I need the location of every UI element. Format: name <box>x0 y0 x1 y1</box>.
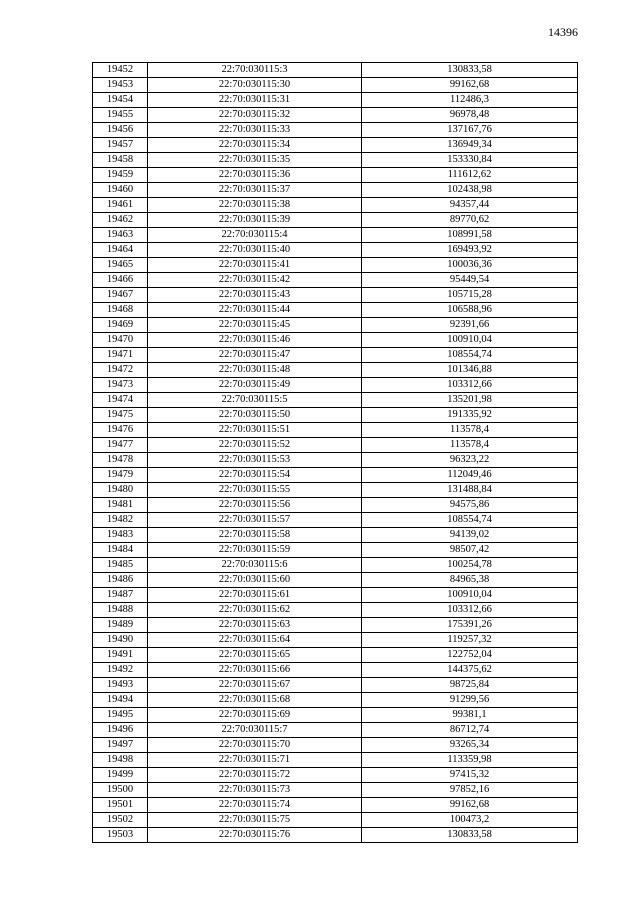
row-number-cell: 19459 <box>93 168 148 183</box>
table-row <box>93 438 578 453</box>
cadastral-number-cell: 22:70:030115:76 <box>148 828 362 843</box>
cadastral-number-cell: 22:70:030115:59 <box>148 543 362 558</box>
value-cell: 100910,04 <box>362 588 578 603</box>
cadastral-number-cell: 22:70:030115:74 <box>148 798 362 813</box>
table-row <box>93 543 578 558</box>
table-row <box>93 198 578 213</box>
table-row <box>93 723 578 738</box>
row-number-cell: 19461 <box>93 198 148 213</box>
cadastral-number-cell: 22:70:030115:53 <box>148 453 362 468</box>
cadastral-number-cell: 22:70:030115:49 <box>148 378 362 393</box>
value-cell: 91299,56 <box>362 693 578 708</box>
table-row <box>93 468 578 483</box>
cadastral-number-cell: 22:70:030115:58 <box>148 528 362 543</box>
value-cell: 130833,58 <box>362 63 578 78</box>
cadastral-number-cell: 22:70:030115:68 <box>148 693 362 708</box>
cadastral-number-cell: 22:70:030115:71 <box>148 753 362 768</box>
table-row <box>93 168 578 183</box>
row-number-cell: 19453 <box>93 78 148 93</box>
value-cell: 153330,84 <box>362 153 578 168</box>
table-row <box>93 738 578 753</box>
cadastral-number-cell: 22:70:030115:63 <box>148 618 362 633</box>
value-cell: 103312,66 <box>362 603 578 618</box>
row-number-cell: 19474 <box>93 393 148 408</box>
cadastral-number-cell: 22:70:030115:72 <box>148 768 362 783</box>
value-cell: 101346,88 <box>362 363 578 378</box>
table-row <box>93 513 578 528</box>
value-cell: 96323,22 <box>362 453 578 468</box>
value-cell: 98507,42 <box>362 543 578 558</box>
table-row <box>93 633 578 648</box>
cadastral-number-cell: 22:70:030115:3 <box>148 63 362 78</box>
cadastral-number-cell: 22:70:030115:34 <box>148 138 362 153</box>
table-row <box>93 183 578 198</box>
row-number-cell: 19480 <box>93 483 148 498</box>
value-cell: 169493,92 <box>362 243 578 258</box>
table-row <box>93 528 578 543</box>
table-row <box>93 378 578 393</box>
table-row <box>93 693 578 708</box>
table-row <box>93 393 578 408</box>
cadastral-number-cell: 22:70:030115:30 <box>148 78 362 93</box>
row-number-cell: 19502 <box>93 813 148 828</box>
cadastral-number-cell: 22:70:030115:75 <box>148 813 362 828</box>
value-cell: 89770,62 <box>362 213 578 228</box>
cadastral-number-cell: 22:70:030115:70 <box>148 738 362 753</box>
table-row <box>93 798 578 813</box>
value-cell: 113578,4 <box>362 423 578 438</box>
table-row <box>93 708 578 723</box>
row-number-cell: 19493 <box>93 678 148 693</box>
cadastral-number-cell: 22:70:030115:50 <box>148 408 362 423</box>
table-row <box>93 558 578 573</box>
value-cell: 93265,34 <box>362 738 578 753</box>
row-number-cell: 19469 <box>93 318 148 333</box>
data-table <box>92 62 578 843</box>
table-row <box>93 63 578 78</box>
cadastral-number-cell: 22:70:030115:64 <box>148 633 362 648</box>
row-number-cell: 19501 <box>93 798 148 813</box>
table-row <box>93 678 578 693</box>
row-number-cell: 19460 <box>93 183 148 198</box>
page-number: 14396 <box>548 25 578 39</box>
value-cell: 113359,98 <box>362 753 578 768</box>
cadastral-number-cell: 22:70:030115:57 <box>148 513 362 528</box>
table-row <box>93 498 578 513</box>
row-number-cell: 19471 <box>93 348 148 363</box>
row-number-cell: 19485 <box>93 558 148 573</box>
table-row <box>93 618 578 633</box>
table-row <box>93 153 578 168</box>
value-cell: 100473,2 <box>362 813 578 828</box>
value-cell: 131488,84 <box>362 483 578 498</box>
table-row <box>93 453 578 468</box>
row-number-cell: 19484 <box>93 543 148 558</box>
cadastral-number-cell: 22:70:030115:38 <box>148 198 362 213</box>
cadastral-number-cell: 22:70:030115:52 <box>148 438 362 453</box>
value-cell: 122752,04 <box>362 648 578 663</box>
value-cell: 136949,34 <box>362 138 578 153</box>
value-cell: 98725,84 <box>362 678 578 693</box>
row-number-cell: 19499 <box>93 768 148 783</box>
row-number-cell: 19467 <box>93 288 148 303</box>
row-number-cell: 19477 <box>93 438 148 453</box>
row-number-cell: 19472 <box>93 363 148 378</box>
cadastral-number-cell: 22:70:030115:7 <box>148 723 362 738</box>
table-row <box>93 318 578 333</box>
value-cell: 119257,32 <box>362 633 578 648</box>
row-number-cell: 19452 <box>93 63 148 78</box>
cadastral-number-cell: 22:70:030115:66 <box>148 663 362 678</box>
value-cell: 112486,3 <box>362 93 578 108</box>
row-number-cell: 19489 <box>93 618 148 633</box>
value-cell: 105715,28 <box>362 288 578 303</box>
table-row <box>93 828 578 843</box>
value-cell: 112049,46 <box>362 468 578 483</box>
cadastral-number-cell: 22:70:030115:5 <box>148 393 362 408</box>
cadastral-number-cell: 22:70:030115:42 <box>148 273 362 288</box>
value-cell: 94139,02 <box>362 528 578 543</box>
row-number-cell: 19476 <box>93 423 148 438</box>
table-row <box>93 273 578 288</box>
row-number-cell: 19503 <box>93 828 148 843</box>
row-number-cell: 19481 <box>93 498 148 513</box>
row-number-cell: 19498 <box>93 753 148 768</box>
cadastral-number-cell: 22:70:030115:32 <box>148 108 362 123</box>
row-number-cell: 19475 <box>93 408 148 423</box>
row-number-cell: 19458 <box>93 153 148 168</box>
value-cell: 94357,44 <box>362 198 578 213</box>
cadastral-number-cell: 22:70:030115:37 <box>148 183 362 198</box>
cadastral-number-cell: 22:70:030115:61 <box>148 588 362 603</box>
row-number-cell: 19488 <box>93 603 148 618</box>
row-number-cell: 19470 <box>93 333 148 348</box>
cadastral-number-cell: 22:70:030115:73 <box>148 783 362 798</box>
cadastral-number-cell: 22:70:030115:45 <box>148 318 362 333</box>
row-number-cell: 19468 <box>93 303 148 318</box>
table-row <box>93 228 578 243</box>
row-number-cell: 19473 <box>93 378 148 393</box>
table-row <box>93 363 578 378</box>
cadastral-number-cell: 22:70:030115:67 <box>148 678 362 693</box>
row-number-cell: 19496 <box>93 723 148 738</box>
cadastral-number-cell: 22:70:030115:56 <box>148 498 362 513</box>
cadastral-number-cell: 22:70:030115:55 <box>148 483 362 498</box>
row-number-cell: 19486 <box>93 573 148 588</box>
table-row <box>93 573 578 588</box>
value-cell: 97415,32 <box>362 768 578 783</box>
table-row <box>93 288 578 303</box>
table-row <box>93 93 578 108</box>
table-row <box>93 588 578 603</box>
value-cell: 191335,92 <box>362 408 578 423</box>
value-cell: 86712,74 <box>362 723 578 738</box>
cadastral-number-cell: 22:70:030115:31 <box>148 93 362 108</box>
row-number-cell: 19478 <box>93 453 148 468</box>
value-cell: 106588,96 <box>362 303 578 318</box>
value-cell: 144375,62 <box>362 663 578 678</box>
table-row <box>93 303 578 318</box>
row-number-cell: 19491 <box>93 648 148 663</box>
value-cell: 135201,98 <box>362 393 578 408</box>
row-number-cell: 19479 <box>93 468 148 483</box>
row-number-cell: 19482 <box>93 513 148 528</box>
cadastral-number-cell: 22:70:030115:46 <box>148 333 362 348</box>
value-cell: 100036,36 <box>362 258 578 273</box>
cadastral-number-cell: 22:70:030115:6 <box>148 558 362 573</box>
cadastral-number-cell: 22:70:030115:39 <box>148 213 362 228</box>
table-row <box>93 813 578 828</box>
row-number-cell: 19494 <box>93 693 148 708</box>
table-row <box>93 258 578 273</box>
value-cell: 137167,76 <box>362 123 578 138</box>
row-number-cell: 19490 <box>93 633 148 648</box>
row-number-cell: 19456 <box>93 123 148 138</box>
table-row <box>93 213 578 228</box>
cadastral-number-cell: 22:70:030115:44 <box>148 303 362 318</box>
table-row <box>93 603 578 618</box>
cadastral-number-cell: 22:70:030115:41 <box>148 258 362 273</box>
cadastral-number-cell: 22:70:030115:4 <box>148 228 362 243</box>
table-row <box>93 348 578 363</box>
cadastral-number-cell: 22:70:030115:69 <box>148 708 362 723</box>
value-cell: 95449,54 <box>362 273 578 288</box>
value-cell: 97852,16 <box>362 783 578 798</box>
value-cell: 99381,1 <box>362 708 578 723</box>
row-number-cell: 19500 <box>93 783 148 798</box>
row-number-cell: 19462 <box>93 213 148 228</box>
value-cell: 111612,62 <box>362 168 578 183</box>
cadastral-number-cell: 22:70:030115:60 <box>148 573 362 588</box>
table-row <box>93 333 578 348</box>
value-cell: 99162,68 <box>362 798 578 813</box>
cadastral-number-cell: 22:70:030115:40 <box>148 243 362 258</box>
row-number-cell: 19454 <box>93 93 148 108</box>
table-row <box>93 78 578 93</box>
value-cell: 96978,48 <box>362 108 578 123</box>
value-cell: 113578,4 <box>362 438 578 453</box>
value-cell: 108991,58 <box>362 228 578 243</box>
table-row <box>93 753 578 768</box>
value-cell: 175391,26 <box>362 618 578 633</box>
row-number-cell: 19457 <box>93 138 148 153</box>
table-row <box>93 243 578 258</box>
value-cell: 99162,68 <box>362 78 578 93</box>
value-cell: 102438,98 <box>362 183 578 198</box>
cadastral-number-cell: 22:70:030115:51 <box>148 423 362 438</box>
value-cell: 100910,04 <box>362 333 578 348</box>
value-cell: 100254,78 <box>362 558 578 573</box>
row-number-cell: 19492 <box>93 663 148 678</box>
row-number-cell: 19495 <box>93 708 148 723</box>
row-number-cell: 19464 <box>93 243 148 258</box>
cadastral-number-cell: 22:70:030115:65 <box>148 648 362 663</box>
value-cell: 94575,86 <box>362 498 578 513</box>
row-number-cell: 19455 <box>93 108 148 123</box>
row-number-cell: 19463 <box>93 228 148 243</box>
table-row <box>93 783 578 798</box>
cadastral-number-cell: 22:70:030115:43 <box>148 288 362 303</box>
table-row <box>93 123 578 138</box>
row-number-cell: 19465 <box>93 258 148 273</box>
table-row <box>93 108 578 123</box>
table-row <box>93 408 578 423</box>
table-row <box>93 648 578 663</box>
cadastral-number-cell: 22:70:030115:54 <box>148 468 362 483</box>
value-cell: 108554,74 <box>362 513 578 528</box>
value-cell: 84965,38 <box>362 573 578 588</box>
value-cell: 130833,58 <box>362 828 578 843</box>
value-cell: 103312,66 <box>362 378 578 393</box>
table-row <box>93 663 578 678</box>
table-row <box>93 138 578 153</box>
row-number-cell: 19487 <box>93 588 148 603</box>
cadastral-number-cell: 22:70:030115:33 <box>148 123 362 138</box>
row-number-cell: 19483 <box>93 528 148 543</box>
cadastral-number-cell: 22:70:030115:35 <box>148 153 362 168</box>
value-cell: 92391,66 <box>362 318 578 333</box>
row-number-cell: 19466 <box>93 273 148 288</box>
cadastral-number-cell: 22:70:030115:36 <box>148 168 362 183</box>
table-body <box>93 63 578 843</box>
cadastral-number-cell: 22:70:030115:47 <box>148 348 362 363</box>
table-row <box>93 483 578 498</box>
cadastral-number-cell: 22:70:030115:48 <box>148 363 362 378</box>
value-cell: 108554,74 <box>362 348 578 363</box>
row-number-cell: 19497 <box>93 738 148 753</box>
table-row <box>93 768 578 783</box>
cadastral-number-cell: 22:70:030115:62 <box>148 603 362 618</box>
table-row <box>93 423 578 438</box>
